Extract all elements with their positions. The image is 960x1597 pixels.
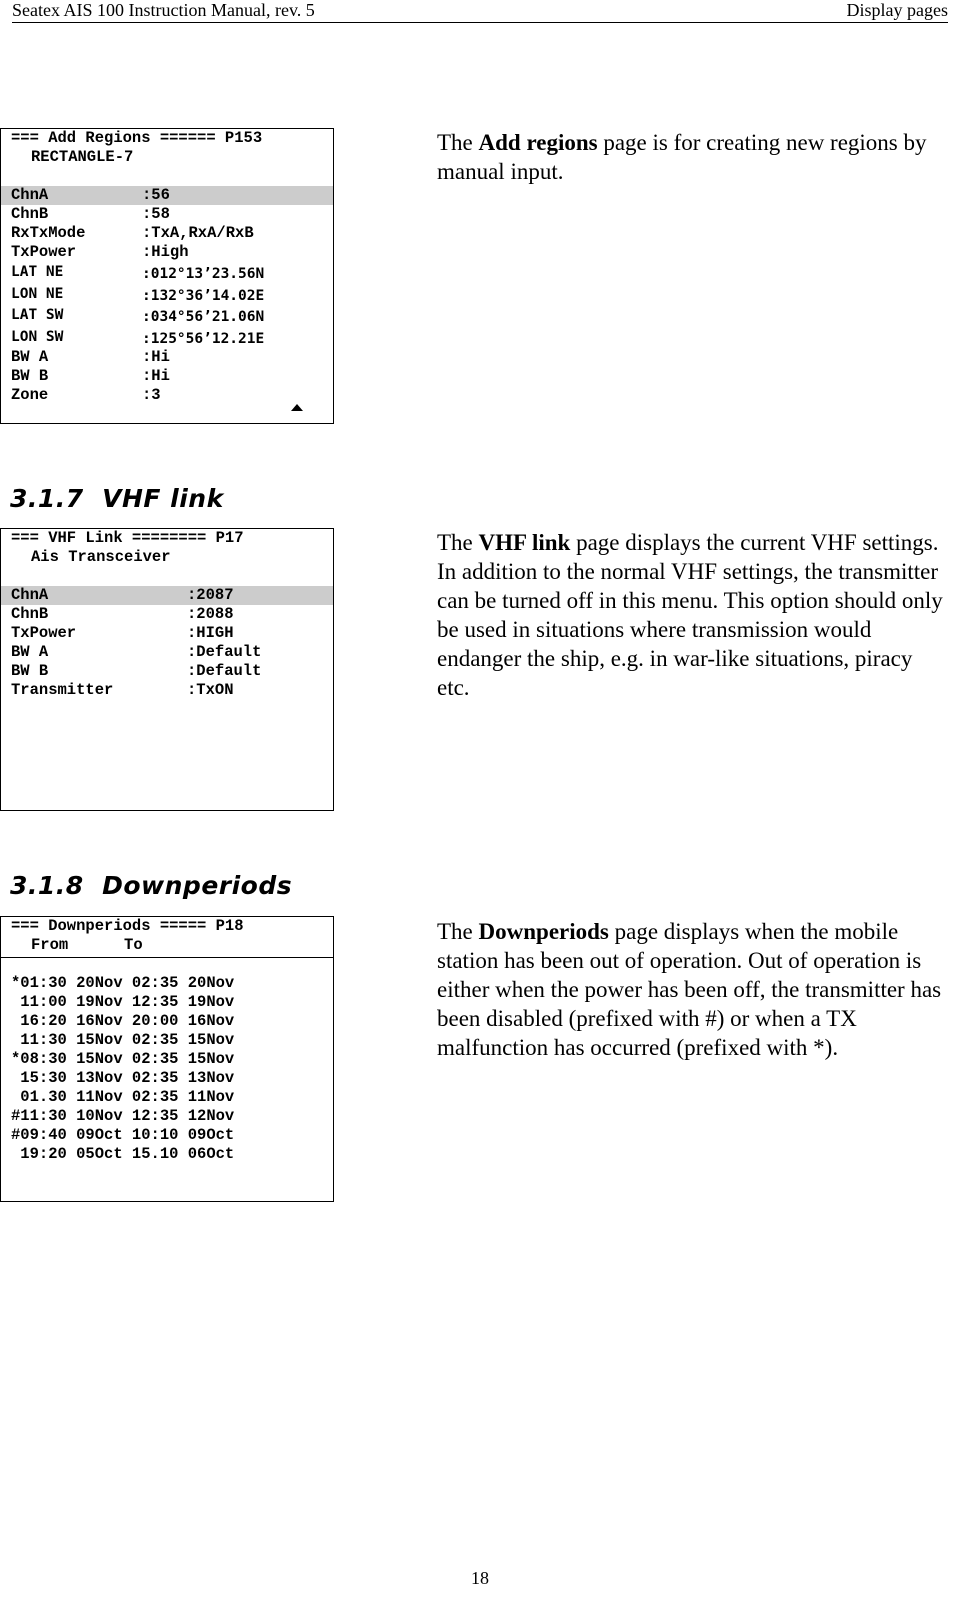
vhf-link-description: The VHF link page displays the current VHF settings. In addition to the normal VHF settings, the transmitter can be turned off in this menu. This option should only be used in situations where transmission would endanger the ship, e.g. in war-like situations, piracy etc. xyxy=(437,530,943,700)
screen-row-bw-a: BW A :Default xyxy=(11,643,262,661)
downperiod-row: 11:30 15Nov 02:35 15Nov xyxy=(11,1031,235,1049)
section-heading-downperiods xyxy=(10,871,292,900)
screen-row-txpower: TxPower :HIGH xyxy=(11,624,234,642)
screen-row-chnb: ChnB :58 xyxy=(11,205,170,223)
screen-row-lon-sw: LON SW :125°56’12.21E xyxy=(11,328,265,347)
downperiod-list xyxy=(1,958,333,1164)
section-title: VHF link xyxy=(102,484,224,513)
downperiod-row: 19:20 05Oct 15.10 06Oct xyxy=(11,1145,235,1163)
screen-row-chnb: ChnB :2088 xyxy=(11,605,234,623)
running-header xyxy=(12,0,948,23)
screen-title: === Add Regions ====== P153 xyxy=(11,129,263,147)
screen-row-lon-ne: LON NE :132°36’14.02E xyxy=(11,285,265,304)
screen-subtitle: Ais Transceiver xyxy=(31,548,171,566)
screen-title: === VHF Link ======== P17 xyxy=(11,529,244,547)
screen-row-chna: ChnA :2087 xyxy=(1,586,333,605)
downperiod-row: #09:40 09Oct 10:10 09Oct xyxy=(11,1126,235,1144)
add-regions-screen xyxy=(0,128,334,424)
section-number: 3.1.7 xyxy=(10,484,84,513)
screen-header xyxy=(1,129,333,167)
section-heading-vhf-link xyxy=(10,484,224,513)
manual-title: Seatex AIS 100 Instruction Manual, rev. 5 xyxy=(12,0,315,20)
screen-row-lat-ne: LAT NE :012°13’23.56N xyxy=(11,264,265,282)
downperiod-row: 16:20 16Nov 20:00 16Nov xyxy=(11,1012,235,1030)
screen-row-bw-b: BW B :Hi xyxy=(11,367,170,385)
downperiod-row: *01:30 20Nov 02:35 20Nov xyxy=(11,974,235,992)
page-number: 18 xyxy=(471,1568,489,1588)
screen-row-bw-a: BW A :Hi xyxy=(11,348,170,366)
section-name: Display pages xyxy=(846,0,948,20)
term-add-regions: Add regions xyxy=(478,130,598,155)
section-title: Downperiods xyxy=(102,871,293,900)
downperiods-description: The Downperiods page displays when the mobile station has been out of operation. Out of operation is either when the power has been off, the transmitter has been disabled (prefixed with #) or when a TX malfunction has occurred (prefixed with *). xyxy=(437,919,942,1060)
screen-row-transmitter: Transmitter :TxON xyxy=(11,681,234,699)
section-number: 3.1.8 xyxy=(10,871,84,900)
screen-columns: From To xyxy=(31,936,143,954)
downperiod-row: 11:00 19Nov 12:35 19Nov xyxy=(11,993,235,1011)
triangle-up-icon xyxy=(291,404,303,411)
screen-row-bw-b: BW B :Default xyxy=(11,662,262,680)
downperiod-row: *08:30 15Nov 02:35 15Nov xyxy=(11,1050,235,1068)
screen-subtitle: RECTANGLE-7 xyxy=(31,148,134,166)
term-vhf-link: VHF link xyxy=(478,530,571,555)
screen-row-chna: ChnA :56 xyxy=(1,186,333,205)
screen-row-txpower: TxPower :High xyxy=(11,243,189,261)
term-downperiods: Downperiods xyxy=(478,919,609,944)
downperiod-row: #11:30 10Nov 12:35 12Nov xyxy=(11,1107,235,1125)
screen-row-zone: Zone :3 xyxy=(11,386,161,404)
screen-header xyxy=(1,529,333,567)
screen-header xyxy=(1,917,333,958)
downperiods-screen xyxy=(0,916,334,1202)
vhf-link-screen xyxy=(0,528,334,811)
downperiod-row: 15:30 13Nov 02:35 13Nov xyxy=(11,1069,235,1087)
screen-row-lat-sw: LAT SW :034°56’21.06N xyxy=(11,307,265,325)
add-regions-description: The Add regions page is for creating new regions by manual input. xyxy=(437,130,927,184)
downperiod-row: 01.30 11Nov 02:35 11Nov xyxy=(11,1088,235,1106)
screen-row-rxtxmode: RxTxMode :TxA,RxA/RxB xyxy=(11,224,254,242)
screen-title: === Downperiods ===== P18 xyxy=(11,917,244,935)
